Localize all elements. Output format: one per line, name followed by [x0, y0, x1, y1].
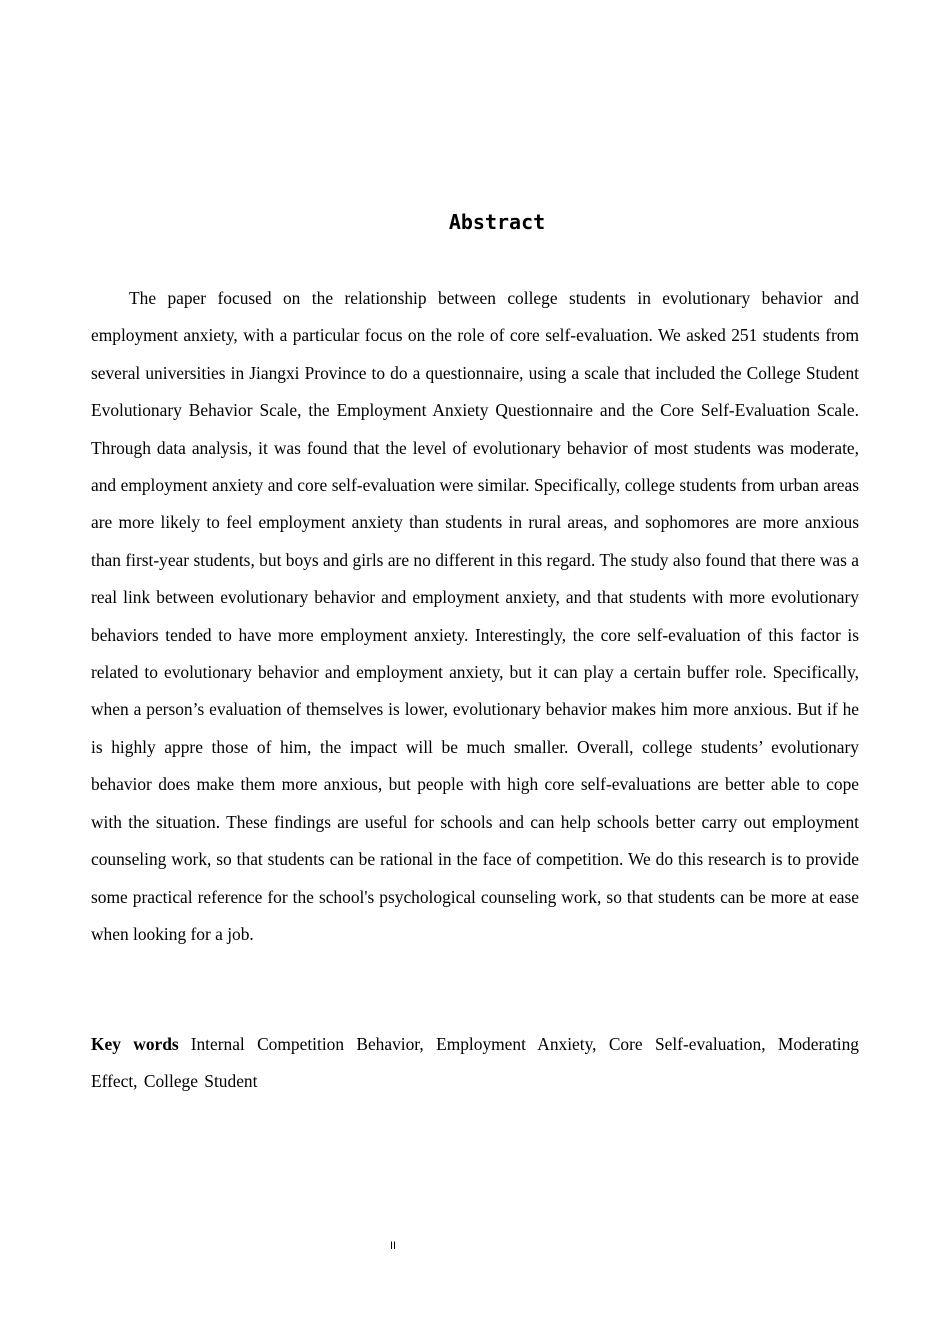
- abstract-title: Abstract: [448, 210, 546, 234]
- abstract-body: The paper focused on the relationship between college students in evolutionary behavior and employment anxiety, with a particular focus on the role of core self-evaluation. We asked 251 students from several universities in Jiangxi Province to do a questionnaire, using a scale that included the College Student Evolutionary Behavior Scale, the Employment Anxiety Questionnaire and the Core Self-Evaluation Scale. Through data analysis, it was found that the level of evolutionary behavior of most students was moderate, and employment anxiety and core self-evaluation were similar. Specifically, college students from urban areas are more likely to feel employment anxiety than students in rural areas, and sophomores are more anxious than first-year students, but boys and girls are no different in this regard. The study also found that there was a real link between evolutionary behavior and employment anxiety, and that students with more evolutionary behaviors tended to have more employment anxiety. Interestingly, the core self-evaluation of this factor is related to evolutionary behavior and employment anxiety, but it can play a certain buffer role. Specifically, when a person’s evaluation of themselves is lower, evolutionary behavior makes him more anxious. But if he is highly appre those of him, the impact will be much smaller. Overall, college students’ evolutionary behavior does make them more anxious, but people with high core self-evaluations are better able to cope with the situation. These findings are useful for schools and can help schools better carry out employment counseling work, so that students can be rational in the face of competition. We do this research is to provide some practical reference for the school's psychological counseling work, so that students can be more at ease when looking for a job.: [91, 288, 859, 944]
- page-number: II: [389, 1240, 397, 1252]
- keywords-line: [91, 1026, 859, 1101]
- keywords-label: Key words: [91, 1034, 179, 1054]
- keywords-list: Internal Competition Behavior, Employment Anxiety, Core Self-evaluation, Moderating Effect, College Student: [91, 1034, 860, 1092]
